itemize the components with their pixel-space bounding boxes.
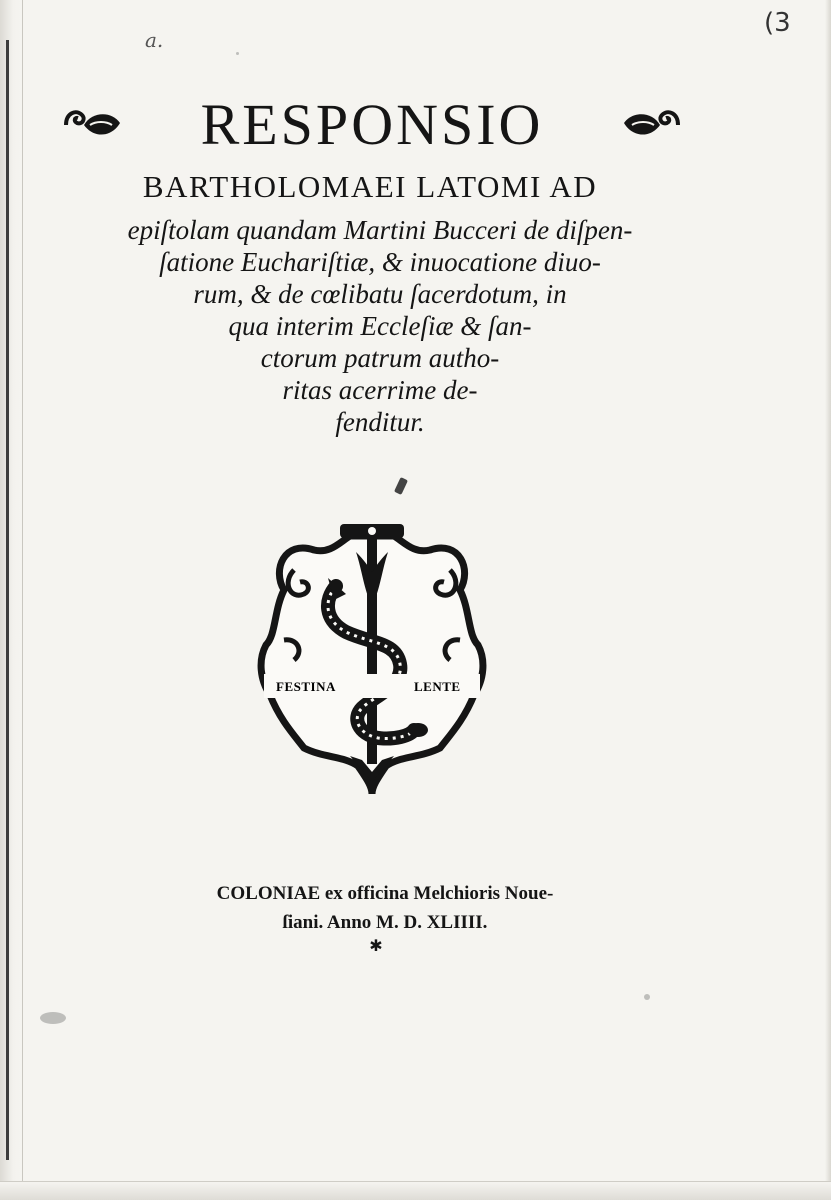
body-line-3: rum, & de cœlibatu ſacerdotum, in: [193, 279, 567, 309]
paper-stain: [40, 1012, 66, 1024]
body-line-5: ctorum patrum autho-: [260, 343, 500, 373]
fleuron-right-icon: [622, 103, 682, 147]
title-row: [62, 93, 682, 157]
paper-speck: [644, 994, 650, 1000]
binding-shadow: [6, 40, 9, 1160]
page-right-edge: [825, 0, 831, 1200]
manuscript-note: a.: [145, 28, 164, 52]
folio-number: (3: [764, 8, 791, 38]
motto-left: FESTINA: [276, 679, 336, 694]
imprint-line-2: ſiani. Anno M. D. XLIIII.: [282, 912, 488, 933]
body-line-2: ſatione Euchariſtiæ, & inuocatione diuo-: [159, 247, 601, 277]
paper-speck: [236, 52, 239, 55]
body-line-4: qua interim Eccleſiæ & ſan-: [228, 311, 532, 341]
body-line-1: epiſtolam quandam Martini Bucceri de diſpen-: [127, 215, 633, 245]
colophon-star-icon: ✱: [369, 936, 383, 955]
imprint-line-1: COLONIAE ex officina Melchioris Noue-: [216, 883, 554, 904]
body-line-6: ritas acerrime de-: [282, 375, 478, 405]
body-line-7: fenditur.: [335, 407, 425, 437]
fleuron-left-icon: [62, 103, 122, 147]
motto-right: LENTE: [414, 679, 461, 694]
printer-device-icon: [254, 520, 490, 796]
page-bottom-edge: [0, 1181, 831, 1200]
author-line: BARTHOLOMAEI LATOMI AD: [142, 169, 598, 204]
book-title: RESPONSIO: [200, 92, 544, 157]
page-left-edge: [0, 0, 23, 1200]
ink-mark: [394, 477, 408, 495]
